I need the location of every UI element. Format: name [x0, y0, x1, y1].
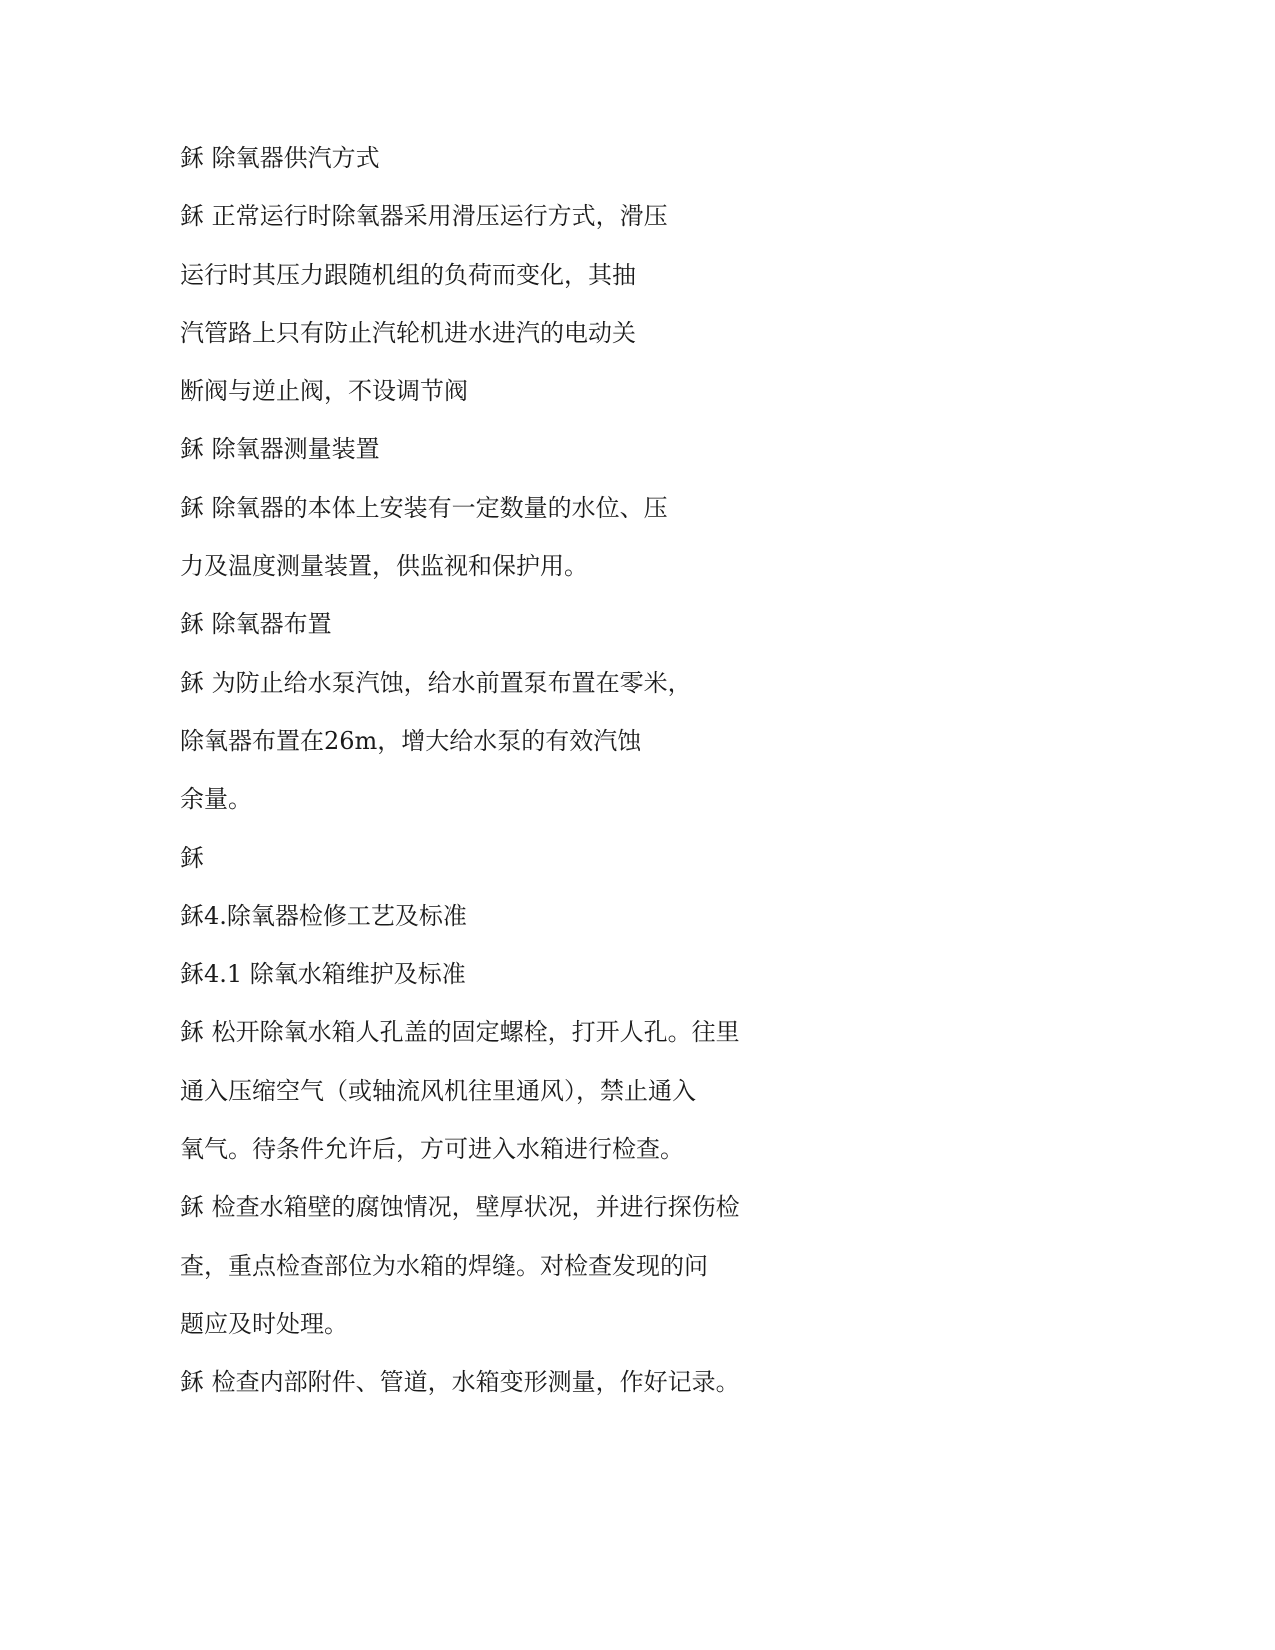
paragraph-line: 氧气。待条件允许后，方可进入水箱进行检查。	[180, 1135, 684, 1164]
paragraph-line: 汽管路上只有防止汽轮机进水进汽的电动关	[180, 318, 636, 347]
paragraph-line: 鉌 检查内部附件、管道，水箱变形测量，作好记录。	[180, 1368, 740, 1397]
paragraph-line: 余量。	[180, 785, 252, 814]
section-heading-layout: 鉌 除氧器布置	[180, 610, 332, 639]
paragraph-line: 鉌 检查水箱壁的腐蚀情况，壁厚状况，并进行探伤检	[180, 1193, 740, 1222]
section-heading-measurement: 鉌 除氧器测量装置	[180, 435, 380, 464]
bullet-marker: 鉌	[180, 843, 204, 872]
section-heading-4: 鉌4.除氧器检修工艺及标准	[180, 901, 467, 930]
paragraph-line: 鉌 为防止给水泵汽蚀，给水前置泵布置在零米，	[180, 668, 692, 697]
paragraph-line: 鉌 正常运行时除氧器采用滑压运行方式，滑压	[180, 202, 668, 231]
paragraph-line: 通入压缩空气（或轴流风机往里通风），禁止通入	[180, 1076, 696, 1105]
paragraph-line: 断阀与逆止阀，不设调节阀	[180, 377, 468, 406]
paragraph-line: 鉌 松开除氧水箱人孔盖的固定螺栓，打开人孔。往里	[180, 1018, 740, 1047]
section-heading-steam-supply: 鉌 除氧器供汽方式	[180, 144, 380, 172]
paragraph-line: 查，重点检查部位为水箱的焊缝。对检查发现的问	[180, 1251, 708, 1280]
paragraph-line: 力及温度测量装置，供监视和保护用。	[180, 552, 588, 581]
paragraph-line: 运行时其压力跟随机组的负荷而变化，其抽	[180, 260, 636, 289]
paragraph-line: 除氧器布置在26m，增大给水泵的有效汽蚀	[180, 726, 642, 755]
paragraph-line: 鉌 除氧器的本体上安装有一定数量的水位、压	[180, 493, 668, 522]
document-body	[180, 138, 880, 1421]
paragraph-line: 题应及时处理。	[180, 1309, 348, 1338]
section-heading-4-1: 鉌4.1 除氧水箱维护及标准	[180, 960, 466, 989]
